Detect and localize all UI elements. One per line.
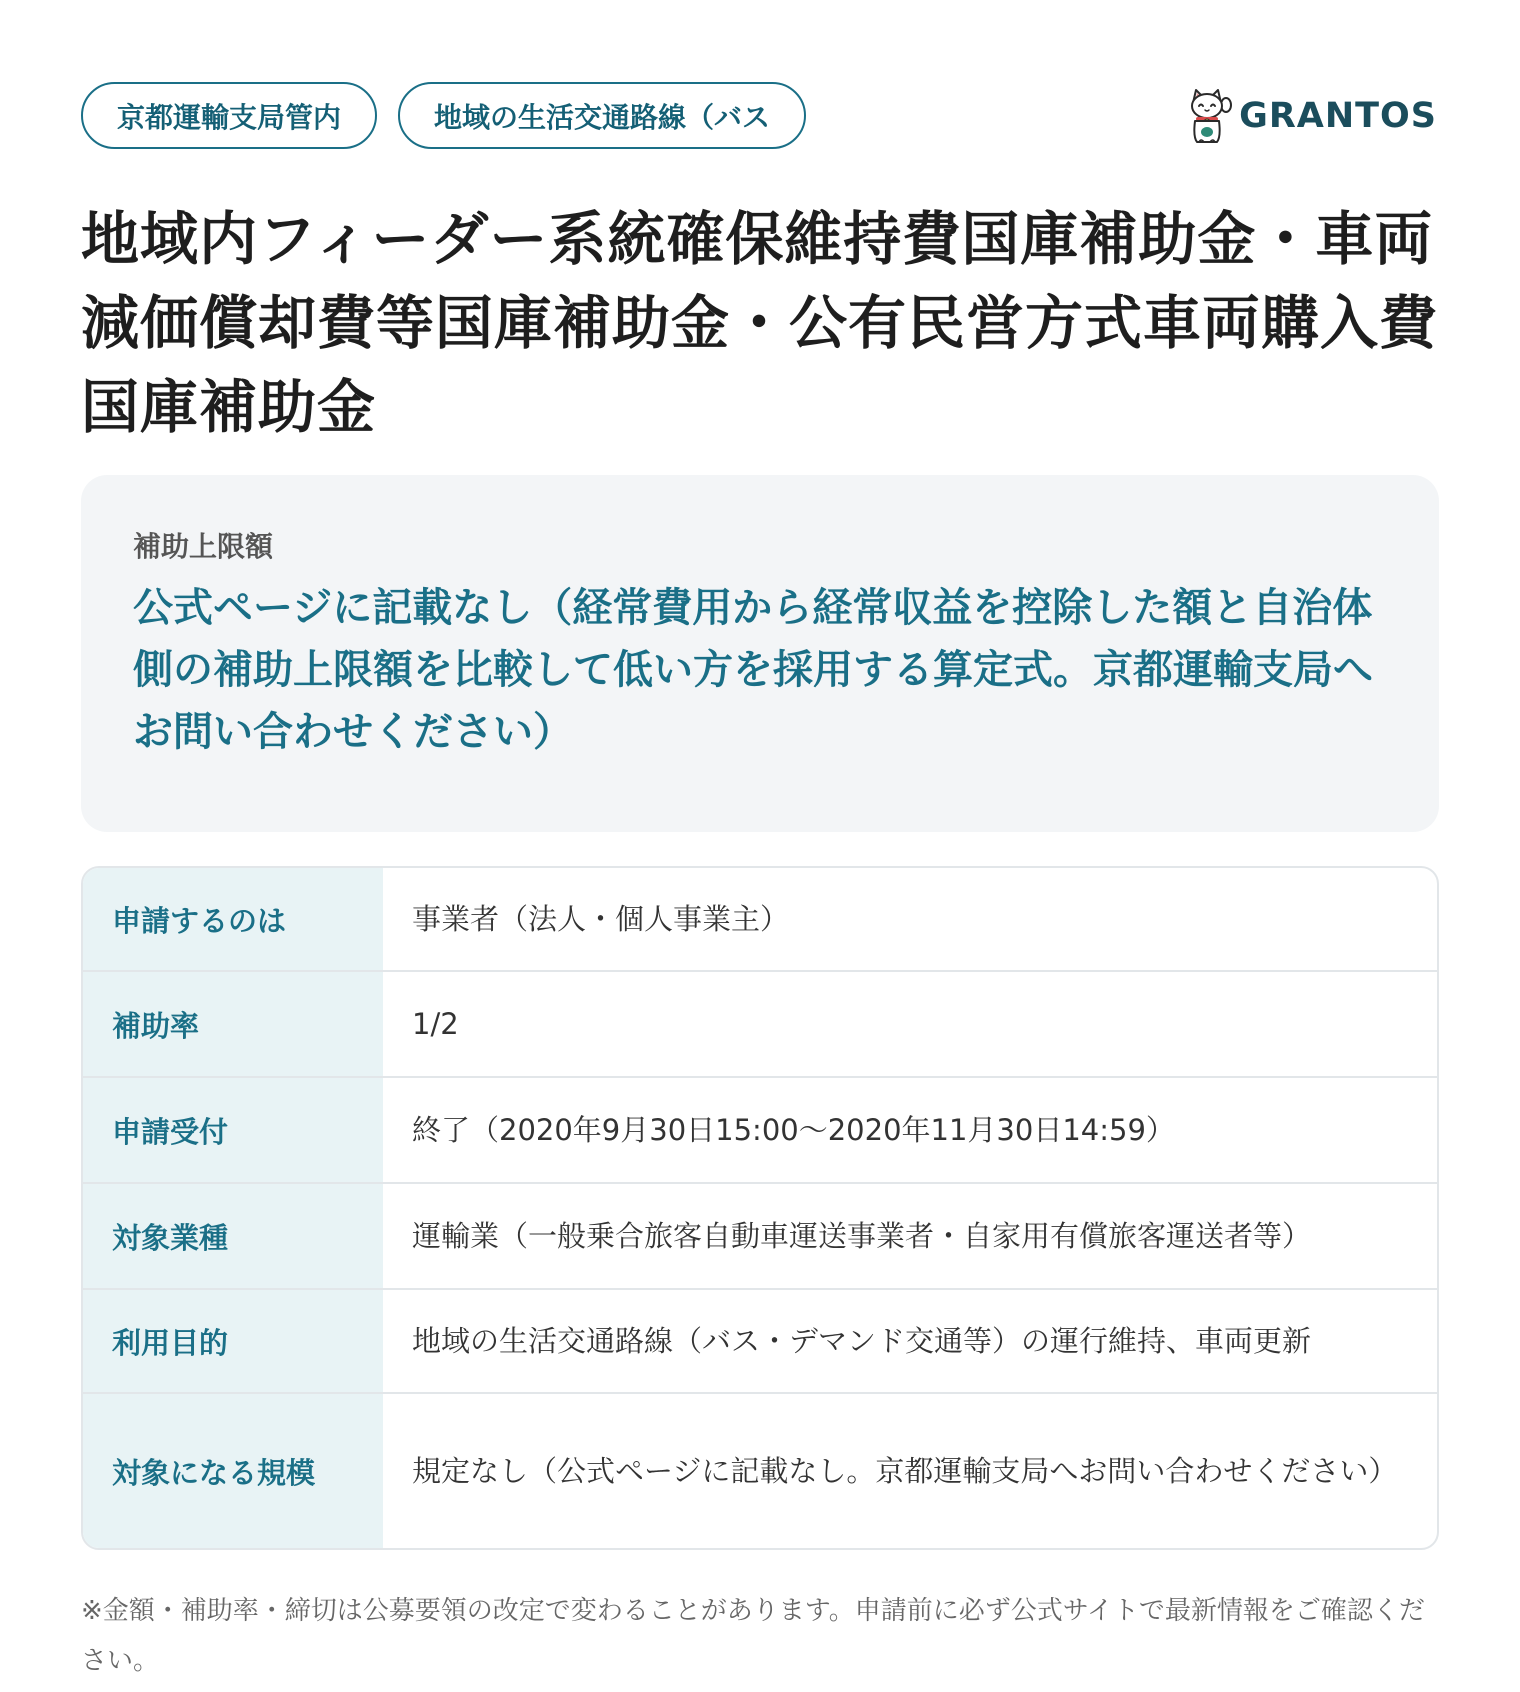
info-key: 補助率	[83, 972, 383, 1076]
info-row-scale	[83, 1392, 1437, 1548]
maneki-neko-cat-icon	[1187, 87, 1233, 145]
disclaimer-note: ※金額・補助率・締切は公募要領の改定で変わることがあります。申請前に必ず公式サイトで最新情報をご確認ください。	[81, 1596, 1425, 1676]
info-value: 規定なし（公式ページに記載なし。京都運輸支局へお問い合わせください）	[412, 1454, 1398, 1488]
brand-logo[interactable]	[1187, 87, 1437, 145]
subsidy-limit-panel	[81, 475, 1439, 832]
info-value: 運輸業（一般乗合旅客自動車運送事業者・自家用有償旅客運送者等）	[412, 1219, 1312, 1253]
info-key: 対象業種	[83, 1184, 383, 1288]
info-value: 事業者（法人・個人事業主）	[412, 902, 790, 936]
info-row-purpose	[83, 1288, 1437, 1392]
subsidy-limit-label: 補助上限額	[133, 530, 274, 563]
info-value: 終了（2020年9月30日15:00〜2020年11月30日14:59）	[412, 1113, 1175, 1147]
info-key: 対象になる規模	[83, 1394, 383, 1548]
info-value: 1/2	[412, 1007, 459, 1041]
tag-list	[81, 82, 806, 149]
page-title: 地域内フィーダー系統確保維持費国庫補助金・車両減価償却費等国庫補助金・公有民営方式車両購入費国庫補助金	[81, 205, 1439, 441]
info-key: 申請するのは	[83, 868, 383, 970]
subsidy-limit-value: 公式ページに記載なし（経常費用から経常収益を控除した額と自治体側の補助上限額を比較して低い方を採用する算定式。京都運輸支局へお問い合わせください）	[133, 585, 1373, 755]
brand-name: GRANTOS	[1239, 95, 1437, 136]
tag-category[interactable]: 地域の生活交通路線（バス	[398, 82, 806, 149]
info-key: 申請受付	[83, 1078, 383, 1182]
header	[81, 80, 1439, 151]
info-row-applicant	[83, 868, 1437, 970]
info-row-industry	[83, 1182, 1437, 1288]
info-key: 利用目的	[83, 1290, 383, 1392]
info-row-application-period	[83, 1076, 1437, 1182]
info-value: 地域の生活交通路線（バス・デマンド交通等）の運行維持、車両更新	[412, 1324, 1312, 1358]
info-table	[81, 866, 1439, 1550]
info-row-subsidy-rate	[83, 970, 1437, 1076]
tag-region[interactable]: 京都運輸支局管内	[81, 82, 377, 149]
